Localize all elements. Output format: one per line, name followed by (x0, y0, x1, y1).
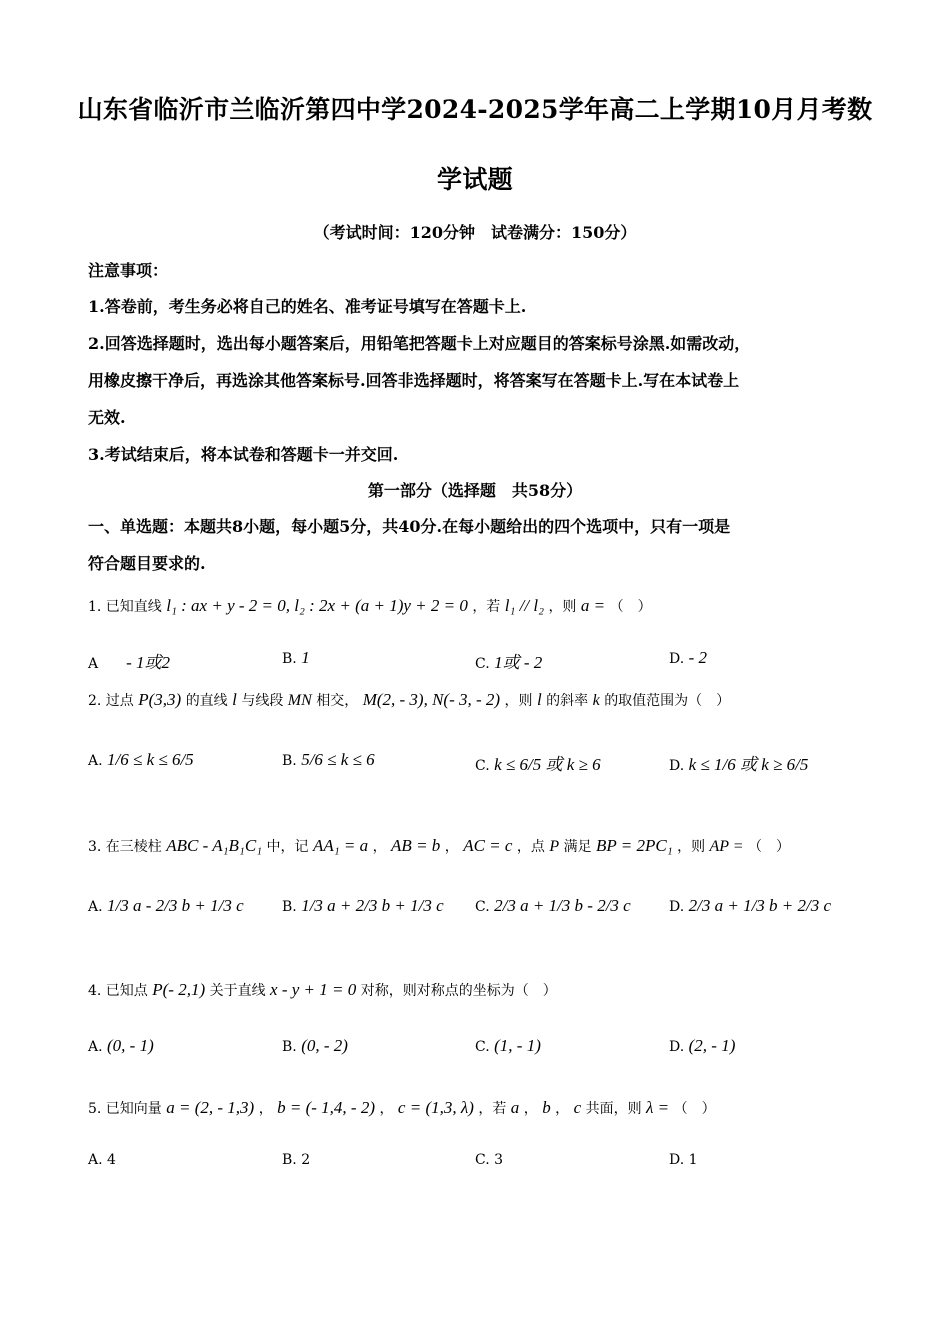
question-3-option-b: B. 1/3 a + 2/3 b + 1/3 c (282, 896, 444, 915)
note-line: 1.答卷前，考生务必将自己的姓名、准考证号填写在答题卡上. (88, 297, 527, 316)
question-1-option-c: C. 1或 - 2 (475, 653, 543, 672)
question-4-option-d: D. (2, - 1) (669, 1036, 736, 1055)
section-instruction: 符合题目要求的. (88, 554, 206, 573)
question-4-option-b: B. (0, - 2) (282, 1036, 348, 1055)
question-2-option-b: B. 5/6 ≤ k ≤ 6 (282, 750, 375, 769)
section-instruction: 一、单选题：本题共8小题，每小题5分，共40分.在每小题给出的四个选项中，只有一项是 (88, 517, 731, 536)
question-4-option-a: A. (0, - 1) (88, 1036, 154, 1055)
question-1-option-a: A - 1或2 (88, 653, 171, 672)
exam-info: （考试时间：120分钟 试卷满分：150分） (313, 223, 637, 242)
question-1-option-b: B. 1 (282, 648, 310, 667)
question-2-stem: 2. 过点 P(3,3) 的直线 l 与线段 MN 相交， M(2, - 3), N(- 3, - 2) ，则 l 的斜率 k 的取值范围为（ ） (88, 690, 731, 709)
question-3-stem: 3. 在三棱柱 ABC - A₁B₁C₁ 中，记 AA₁ = a ， AB = b ， AC = c ，点 P 满足 BP = 2PC₁ ，则 AP = （ ） (88, 836, 791, 855)
question-5-option-a: A. 4 (88, 1152, 116, 1168)
note-line: 3.考试结束后，将本试卷和答题卡一并交回. (88, 445, 399, 464)
question-3-option-d: D. 2/3 a + 1/3 b + 2/3 c (669, 896, 832, 915)
question-1-stem: 1. 已知直线 l₁ : ax + y - 2 = 0, l₂ : 2x + (a + 1)y + 2 = 0 ，若 l₁ // l₂ ，则 a = （ ） (88, 596, 652, 615)
question-5-option-d: D. 1 (669, 1152, 698, 1168)
question-1-option-d: D. - 2 (669, 648, 708, 667)
question-5-stem: 5. 已知向量 a = (2, - 1,3) ， b = (- 1,4, - 2) ， c = (1,3, λ) ，若 a ， b ， c 共面，则 λ = （ ） (88, 1098, 716, 1117)
exam-title-line2: 学试题 (437, 165, 513, 194)
notes-heading: 注意事项： (88, 261, 169, 280)
question-4-stem: 4. 已知点 P(- 2,1) 关于直线 x - y + 1 = 0 对称，则对称点的坐标为（ ） (88, 980, 557, 999)
question-2-option-a: A. 1/6 ≤ k ≤ 6/5 (88, 750, 194, 769)
question-5-option-b: B. 2 (282, 1152, 311, 1168)
note-line: 2.回答选择题时，选出每小题答案后，用铅笔把答题卡上对应题目的答案标号涂黑.如需改动， (88, 334, 751, 353)
part1-heading: 第一部分（选择题 共58分） (367, 481, 583, 500)
question-5-option-c: C. 3 (475, 1152, 504, 1168)
question-3-option-a: A. 1/3 a - 2/3 b + 1/3 c (88, 896, 244, 915)
question-2-option-d: D. k ≤ 1/6 或 k ≥ 6/5 (669, 755, 809, 774)
note-line: 用橡皮擦干净后，再选涂其他答案标号.回答非选择题时，将答案写在答题卡上.写在本试卷上 (88, 371, 740, 390)
note-line: 无效. (88, 408, 126, 427)
question-3-option-c: C. 2/3 a + 1/3 b - 2/3 c (475, 896, 631, 915)
question-4-option-c: C. (1, - 1) (475, 1036, 541, 1055)
question-2-option-c: C. k ≤ 6/5 或 k ≥ 6 (475, 755, 601, 774)
exam-title-line1: 山东省临沂市兰临沂第四中学2024-2025学年高二上学期10月月考数 (77, 95, 873, 124)
